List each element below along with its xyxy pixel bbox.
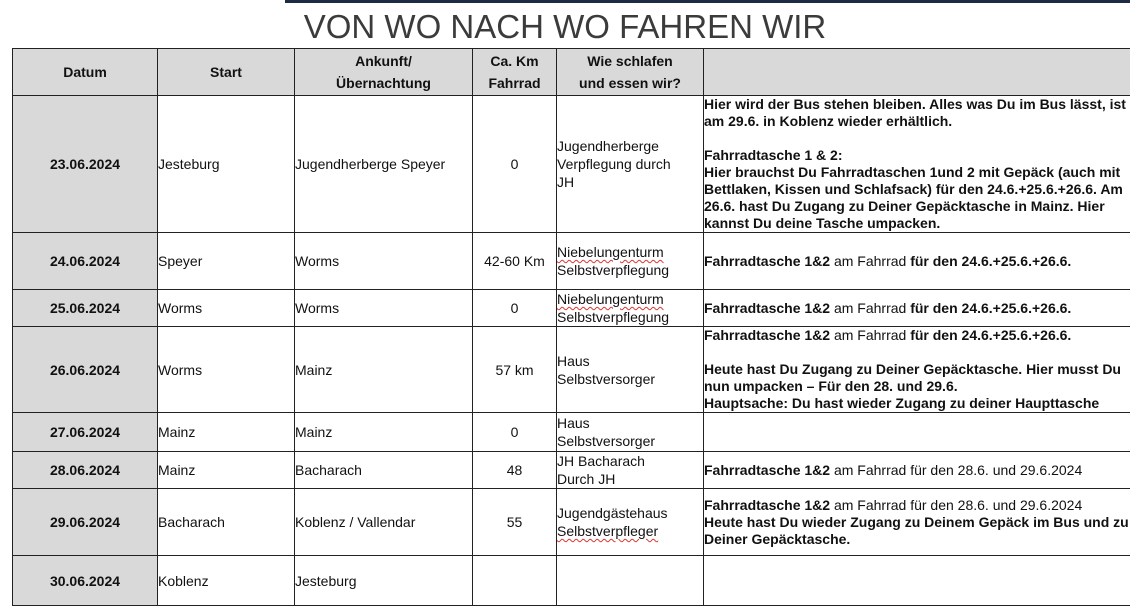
cell-schlafen xyxy=(557,556,704,606)
cell-datum: 25.06.2024 xyxy=(13,290,158,327)
cell-km: 0 xyxy=(473,290,557,327)
cell-ankunft: Worms xyxy=(295,290,473,327)
cell-info: Fahrradtasche 1&2 am Fahrrad für den 28.6. und 29.6.2024 Heute hast Du wieder Zugang zu Deinem Gepäck im Bus und zu Deiner Gepäcktasche. xyxy=(704,489,1130,556)
cell-info: Fahrradtasche 1&2 am Fahrrad für den 24.6.+25.6.+26.6. Heute hast Du Zugang zu Deiner Gepäcktasche. Hier musst Du nun umpacken – Für den 28. und 29.6. Hauptsache: Du hast wieder Zugang zu deiner Haupttasche xyxy=(704,327,1130,413)
cell-start: Jesteburg xyxy=(158,96,295,233)
cell-info: Fahrradtasche 1&2 am Fahrrad für den 28.6. und 29.6.2024 xyxy=(704,452,1130,489)
page-title: VON WO NACH WO FAHREN WIR xyxy=(0,8,1130,46)
cell-schlafen: Niebelungenturm Selbstverpflegung xyxy=(557,290,704,327)
cell-ankunft: Koblenz / Vallendar xyxy=(295,489,473,556)
cell-info: Fahrradtasche 1&2 am Fahrrad für den 24.6.+25.6.+26.6. xyxy=(704,233,1130,290)
cell-ankunft: Jugendherberge Speyer xyxy=(295,96,473,233)
table-row xyxy=(13,556,1130,606)
cell-ankunft: Worms xyxy=(295,233,473,290)
table-row xyxy=(13,413,1130,452)
header-row xyxy=(13,49,1130,96)
cell-datum: 28.06.2024 xyxy=(13,452,158,489)
cell-start: Bacharach xyxy=(158,489,295,556)
cell-datum: 24.06.2024 xyxy=(13,233,158,290)
cell-ankunft: Bacharach xyxy=(295,452,473,489)
cell-schlafen: Niebelungenturm Selbstverpflegung xyxy=(557,233,704,290)
cell-km: 42-60 Km xyxy=(473,233,557,290)
table-row xyxy=(13,452,1130,489)
cell-info xyxy=(704,413,1130,452)
schedule-table xyxy=(12,48,1130,606)
cell-km: 55 xyxy=(473,489,557,556)
cell-info: Hier wird der Bus stehen bleiben. Alles was Du im Bus lässt, ist am 29.6. in Koblenz wieder erhältlich. Fahrradtasche 1 & 2: Hier brauchst Du Fahrradtaschen 1und 2 mit Gepäck (auch mit Bettlaken, Kissen und Schlafsack) für den 24.6.+25.6.+26.6. Am 26.6. hast Du Zugang zu Deiner Gepäcktasche in Mainz. Hier kannst Du deine Tasche umpacken. xyxy=(704,96,1130,233)
cell-km: 48 xyxy=(473,452,557,489)
cell-start: Mainz xyxy=(158,413,295,452)
cell-datum: 29.06.2024 xyxy=(13,489,158,556)
cell-datum: 27.06.2024 xyxy=(13,413,158,452)
cell-km: 0 xyxy=(473,96,557,233)
cell-start: Koblenz xyxy=(158,556,295,606)
cell-ankunft: Mainz xyxy=(295,413,473,452)
table-row xyxy=(13,233,1130,290)
cell-km xyxy=(473,556,557,606)
cell-start: Worms xyxy=(158,327,295,413)
cell-start: Mainz xyxy=(158,452,295,489)
cell-schlafen: Jugendgästehaus Selbstverpfleger xyxy=(557,489,704,556)
cell-km: 0 xyxy=(473,413,557,452)
cell-datum: 30.06.2024 xyxy=(13,556,158,606)
cell-start: Worms xyxy=(158,290,295,327)
cell-schlafen: Jugendherberge Verpflegung durch JH xyxy=(557,96,704,233)
header-km: Ca. Km Fahrrad xyxy=(473,49,557,96)
cell-info: Fahrradtasche 1&2 am Fahrrad für den 24.6.+25.6.+26.6. xyxy=(704,290,1130,327)
header-schlafen: Wie schlafen und essen wir? xyxy=(557,49,704,96)
cell-datum: 26.06.2024 xyxy=(13,327,158,413)
header-datum: Datum xyxy=(13,49,158,96)
header-start: Start xyxy=(158,49,295,96)
table-row xyxy=(13,290,1130,327)
cell-schlafen: Haus Selbstversorger xyxy=(557,413,704,452)
table-row xyxy=(13,489,1130,556)
table-row xyxy=(13,327,1130,413)
cell-info xyxy=(704,556,1130,606)
header-info xyxy=(704,49,1130,96)
header-ankunft: Ankunft/ Übernachtung xyxy=(295,49,473,96)
cell-schlafen: Haus Selbstversorger xyxy=(557,327,704,413)
top-strip xyxy=(285,0,1130,3)
cell-schlafen: JH Bacharach Durch JH xyxy=(557,452,704,489)
cell-ankunft: Jesteburg xyxy=(295,556,473,606)
cell-start: Speyer xyxy=(158,233,295,290)
cell-datum: 23.06.2024 xyxy=(13,96,158,233)
cell-km: 57 km xyxy=(473,327,557,413)
cell-ankunft: Mainz xyxy=(295,327,473,413)
table-row xyxy=(13,96,1130,233)
